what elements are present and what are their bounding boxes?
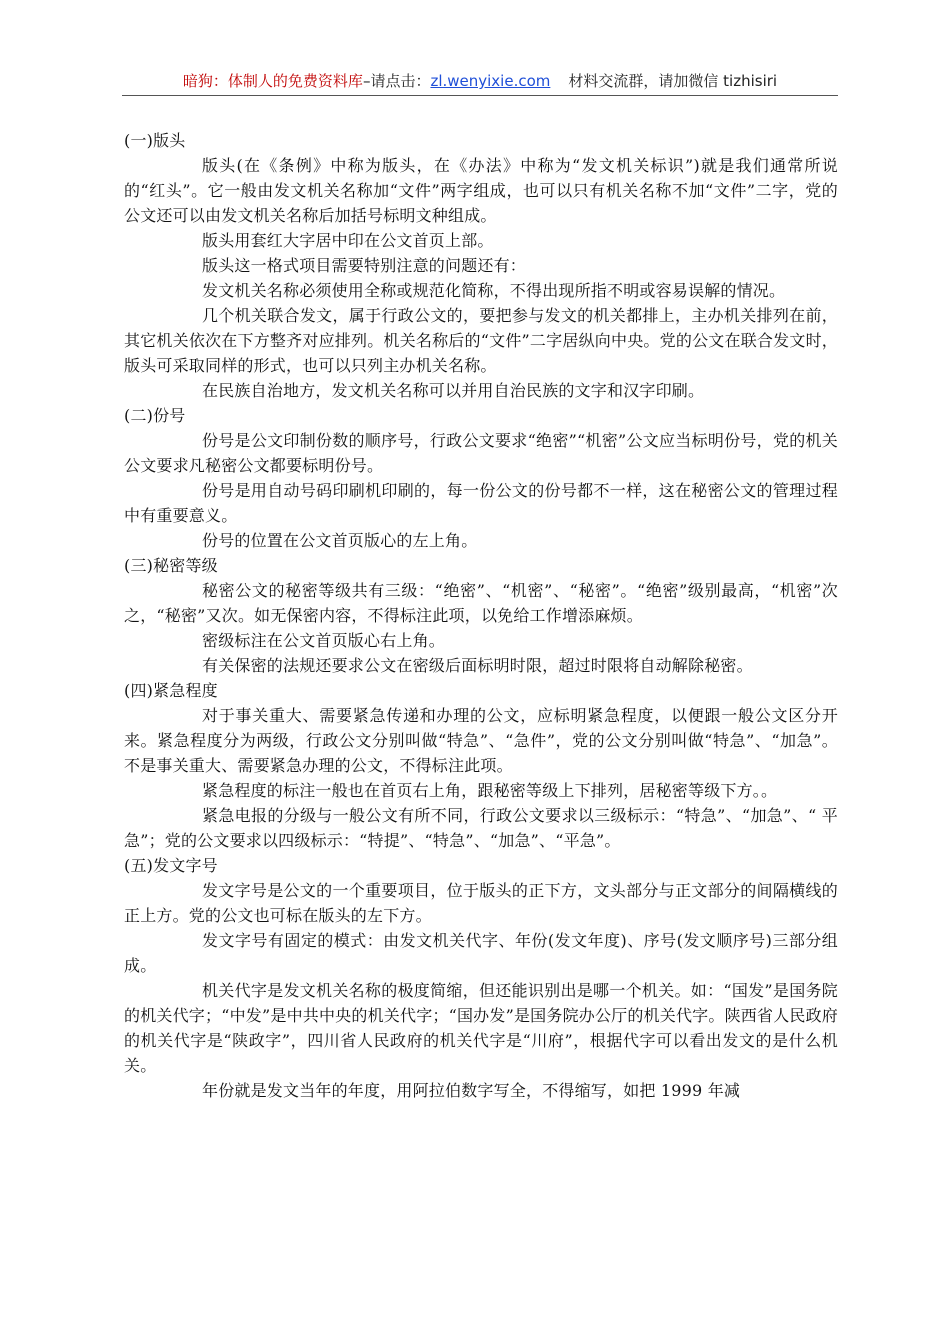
paragraph: 份号是公文印制份数的顺序号，行政公文要求“绝密”“机密”公文应当标明份号，党的机关公文要求凡秘密公文都要标明份号。 bbox=[124, 431, 838, 475]
paragraph: 机关代字是发文机关名称的极度简缩，但还能识别出是哪一个机关。如：“国发”是国务院的机关代字；“中发”是中共中央的机关代字；“国办发”是国务院办公厅的机关代字。陕西省人民政府的机关代字是“陕政字”，四川省人民政府的机关代字是“川府”，根据代字可以看出发文的是什么机关。 bbox=[124, 981, 838, 1075]
paragraph: 发文机关名称必须使用全称或规范化简称，不得出现所指不明或容易误解的情况。 bbox=[202, 281, 786, 300]
paragraph: 紧急程度的标注一般也在首页右上角，跟秘密等级上下排列，居秘密等级下方。。 bbox=[202, 781, 778, 800]
section-heading: (五)发文字号 bbox=[124, 856, 218, 875]
section-heading: (三)秘密等级 bbox=[124, 556, 218, 575]
paragraph: 在民族自治地方，发文机关名称可以并用自治民族的文字和汉字印刷。 bbox=[202, 381, 705, 400]
paragraph: 份号是用自动号码印刷机印刷的，每一份公文的份号都不一样，这在秘密公文的管理过程中有重要意义。 bbox=[124, 481, 838, 525]
section-heading: (四)紧急程度 bbox=[124, 681, 218, 700]
paragraph: 版头(在《条例》中称为版头，在《办法》中称为“发文机关标识”)就是我们通常所说的“红头”。它一般由发文机关名称加“文件”两字组成，也可以只有机关名称不加“文件”二字，党的公文还可以由发文机关名称后加括号标明文种组成。 bbox=[124, 156, 838, 225]
paragraph: 秘密公文的秘密等级共有三级：“绝密”、“机密”、“秘密”。“绝密”级别最高，“机密”次之，“秘密”又次。如无保密内容，不得标注此项，以免给工作增添麻烦。 bbox=[124, 581, 838, 625]
paragraph: 紧急电报的分级与一般公文有所不同，行政公文要求以三级标示：“特急”、“加急”、“ 平急”；党的公文要求以四级标示：“特提”、“特急”、“加急”、“平急”。 bbox=[124, 806, 838, 850]
paragraph: 有关保密的法规还要求公文在密级后面标明时限，超过时限将自动解除秘密。 bbox=[202, 656, 753, 675]
header-divider bbox=[122, 95, 838, 96]
link-prompt: –请点击： bbox=[362, 72, 431, 90]
site-name: 暗狗：体制人的免费资料库 bbox=[182, 72, 363, 90]
page-header bbox=[122, 70, 838, 92]
paragraph: 发文字号是公文的一个重要项目，位于版头的正下方，文头部分与正文部分的间隔横线的正上方。党的公文也可标在版头的左下方。 bbox=[124, 881, 838, 925]
paragraph: 份号的位置在公文首页版心的左上角。 bbox=[202, 531, 478, 550]
paragraph: 年份就是发文当年的年度，用阿拉伯数字写全，不得缩写，如把 1999 年减 bbox=[202, 1081, 741, 1100]
section-heading: (一)版头 bbox=[124, 131, 186, 150]
wechat-note: 材料交流群，请加微信 tizhisiri bbox=[568, 72, 778, 90]
paragraph: 发文字号有固定的模式：由发文机关代字、年份(发文年度)、序号(发文顺序号)三部分组成。 bbox=[124, 931, 838, 975]
paragraph: 对于事关重大、需要紧急传递和办理的公文，应标明紧急程度，以便跟一般公文区分开来。紧急程度分为两级，行政公文分别叫做“特急”、“急件”，党的公文分别叫做“特急”、“加急”。不是事关重大、需要紧急办理的公文，不得标注此项。 bbox=[124, 706, 838, 775]
document-body bbox=[124, 128, 838, 1103]
paragraph: 版头用套红大字居中印在公文首页上部。 bbox=[202, 231, 494, 250]
section-heading: (二)份号 bbox=[124, 406, 186, 425]
paragraph: 几个机关联合发文，属于行政公文的，要把参与发文的机关都排上，主办机关排列在前，其它机关依次在下方整齐对应排列。机关名称后的“文件”二字居纵向中央。党的公文在联合发文时，版头可采取同样的形式，也可以只列主办机关名称。 bbox=[124, 306, 838, 375]
paragraph: 版头这一格式项目需要特别注意的问题还有： bbox=[202, 256, 527, 275]
site-link[interactable]: zl.wenyixie.com bbox=[430, 72, 551, 90]
paragraph: 密级标注在公文首页版心右上角。 bbox=[202, 631, 446, 650]
